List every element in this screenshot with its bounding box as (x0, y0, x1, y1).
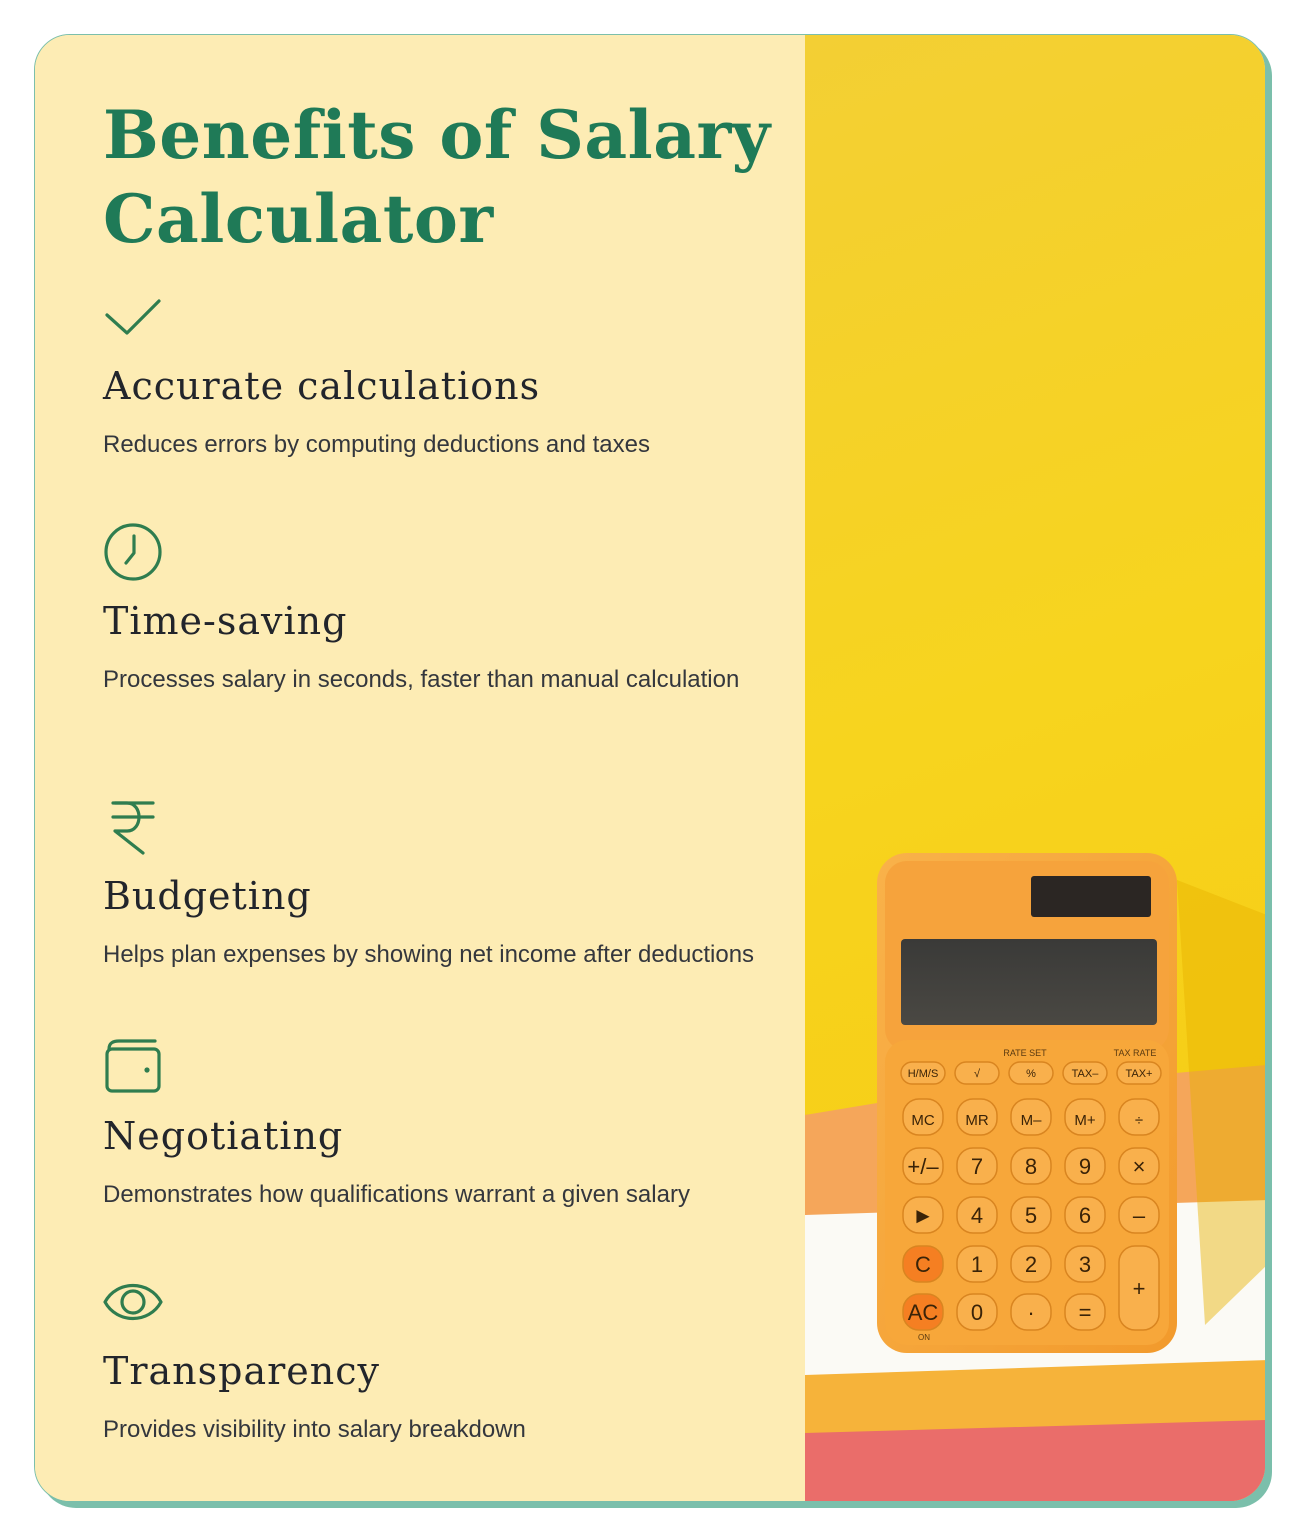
calculator-key (1011, 1148, 1051, 1184)
calculator-key (1065, 1294, 1105, 1330)
calculator-key (1117, 1062, 1161, 1084)
benefit-item-budgeting (103, 797, 763, 974)
calculator-key-label: · (1027, 1300, 1035, 1325)
benefits-panel (35, 35, 805, 1501)
calculator-key (1065, 1148, 1105, 1184)
calculator-key-label: 1 (970, 1252, 984, 1277)
calculator-key (957, 1197, 997, 1233)
benefit-description: Helps plan expenses by showing net income after deductions (103, 941, 755, 968)
on-label: ON (918, 1333, 930, 1342)
calculator-key-label: ÷ (1134, 1112, 1144, 1129)
calculator-key-label: TAX– (1071, 1068, 1099, 1080)
calculator-key (903, 1294, 943, 1330)
calculator-key (1011, 1294, 1051, 1330)
calculator-key-label: = (1078, 1300, 1092, 1325)
calculator-key (1011, 1246, 1051, 1282)
calculator-key (1009, 1062, 1053, 1084)
clock-icon (103, 522, 163, 582)
rupee-icon (103, 797, 163, 857)
calculator-key-label: + (1132, 1276, 1146, 1301)
calculator-key-label: √ (973, 1068, 981, 1080)
calculator-key (1065, 1246, 1105, 1282)
calculator-key (1063, 1062, 1107, 1084)
calculator-key-label: × (1132, 1154, 1146, 1179)
calculator-key-label: M– (1020, 1112, 1042, 1129)
eye-icon (103, 1272, 163, 1332)
calculator-key-label: H/M/S (907, 1068, 939, 1080)
benefit-heading: Accurate calculations (103, 364, 541, 408)
calculator-key-label: 2 (1024, 1252, 1038, 1277)
benefits-card (34, 34, 1266, 1502)
check-icon (103, 287, 163, 347)
calculator-key (957, 1294, 997, 1330)
calculator-key (957, 1246, 997, 1282)
benefit-item-negotiating (103, 1037, 763, 1214)
calculator-key-label: 0 (970, 1300, 984, 1325)
calculator-key (1011, 1099, 1051, 1135)
calculator-photo (805, 35, 1266, 1501)
calculator-key (1011, 1197, 1051, 1233)
benefit-heading: Transparency (103, 1349, 380, 1393)
benefit-item-time-saving (103, 522, 763, 699)
wallet-icon (103, 1037, 163, 1097)
benefit-description: Processes salary in seconds, faster than manual calculation (103, 666, 740, 693)
benefit-heading: Time-saving (103, 599, 348, 643)
calculator-key-label: 3 (1078, 1252, 1092, 1277)
benefit-item-transparency (103, 1272, 763, 1449)
benefit-heading: Negotiating (103, 1114, 344, 1158)
calculator-key (903, 1197, 943, 1233)
calculator-key-label: +/– (907, 1154, 939, 1179)
calculator-key (903, 1246, 943, 1282)
calculator-key-label: MR (965, 1112, 989, 1129)
benefit-heading: Budgeting (103, 874, 312, 918)
calculator-key (1119, 1099, 1159, 1135)
calculator-key-label: AC (907, 1300, 939, 1325)
calculator-key (901, 1062, 945, 1084)
calculator-key-label: % (1026, 1068, 1036, 1080)
calculator-key-label: 4 (970, 1203, 984, 1228)
benefit-description: Reduces errors by computing deductions and taxes (103, 431, 650, 458)
benefit-description: Provides visibility into salary breakdown (103, 1416, 526, 1443)
calculator-key-label: 8 (1024, 1154, 1038, 1179)
tax-rate-label: TAX RATE (1113, 1048, 1157, 1058)
calculator-key (957, 1148, 997, 1184)
calculator-key (1119, 1148, 1159, 1184)
calculator-key (1065, 1197, 1105, 1233)
solar-panel (1031, 876, 1151, 917)
calculator-key-label: TAX+ (1125, 1068, 1153, 1080)
rate-set-label: RATE SET (1003, 1048, 1047, 1058)
calculator-key-label: ► (912, 1203, 934, 1228)
calculator-key-label: 9 (1078, 1154, 1092, 1179)
calculator-key-label: – (1132, 1203, 1146, 1228)
calculator-key-label: 6 (1078, 1203, 1092, 1228)
calculator-key-label: 5 (1024, 1203, 1038, 1228)
page-title: Benefits of Salary Calculator (103, 96, 771, 258)
benefit-description: Demonstrates how qualifications warrant a given salary (103, 1181, 690, 1208)
calculator-key (957, 1099, 997, 1135)
calculator-display (901, 939, 1157, 1025)
calculator-key-label: MC (911, 1112, 935, 1129)
calculator-key (1065, 1099, 1105, 1135)
calculator-key-label: C (915, 1252, 931, 1277)
calculator-key (955, 1062, 999, 1084)
calculator-illustration (805, 35, 1266, 1501)
calculator-key (903, 1148, 943, 1184)
calculator-key-label: M+ (1074, 1112, 1096, 1129)
calculator-key (1119, 1197, 1159, 1233)
benefit-item-accurate (103, 287, 763, 464)
calculator-key (1119, 1246, 1159, 1330)
calculator-key (903, 1099, 943, 1135)
calculator-key-label: 7 (970, 1154, 984, 1179)
